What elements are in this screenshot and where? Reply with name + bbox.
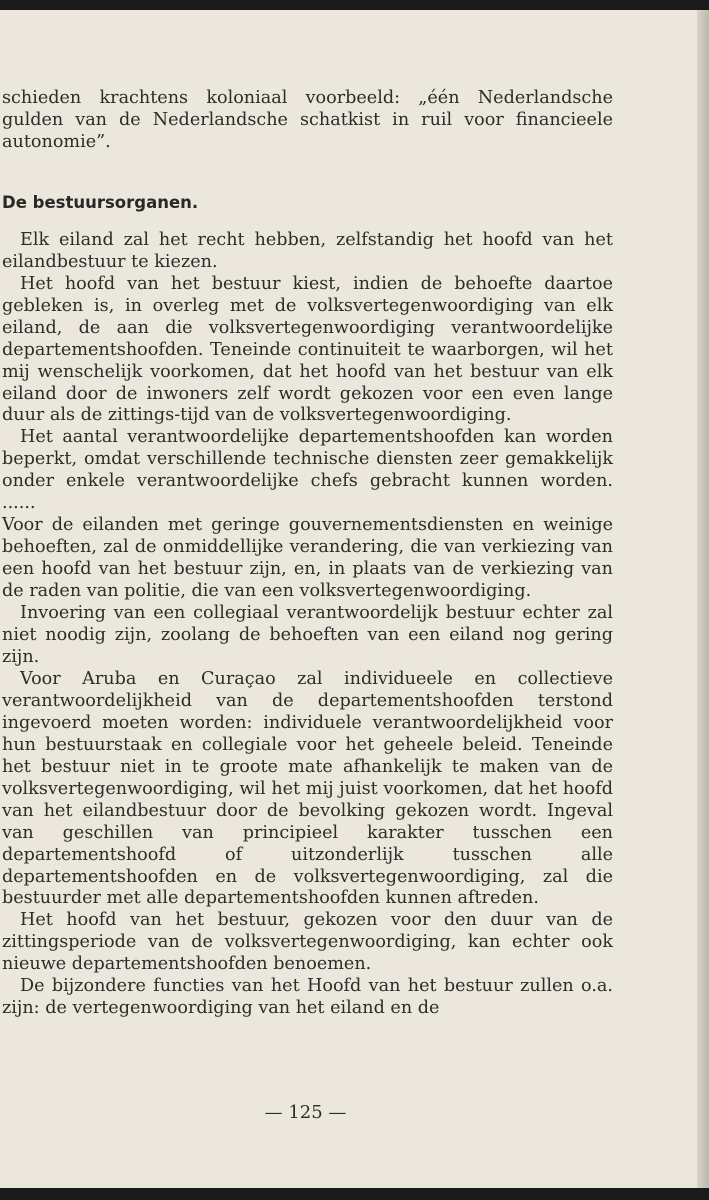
book-page (0, 10, 697, 1188)
paragraph: Het aantal verantwoordelijke departementshoofden kan worden beperkt, omdat verschillende technische diensten zeer gemakkelijk onder enkele verantwoordelijke chefs gebracht kunnen worden. ...... (2, 427, 613, 514)
section-heading: De bestuursorganen. (2, 192, 199, 212)
paragraph: Het hoofd van het bestuur, gekozen voor den duur van de zittingsperiode van de volksvertegenwoordiging, kan echter ook nieuwe departementshoofden benoemen. (2, 910, 613, 975)
spacer (2, 214, 613, 230)
opening-paragraph: schieden krachtens koloniaal voorbeeld: „één Nederlandsche gulden van de Nederlandsche schatkist in ruil voor financieele autonomie”. (2, 88, 613, 152)
paragraph: De bijzondere functies van het Hoofd van het bestuur zullen o.a. zijn: de vertegenwoordiging van het eiland en de (2, 976, 613, 1019)
page-edge (697, 10, 709, 1188)
paragraph: Voor de eilanden met geringe gouvernementsdiensten en weinige behoeften, zal de onmiddellijke verandering, die van verkiezing van een hoofd van het bestuur zijn, en, in plaats van de verkiezing van de raden van politie, die van een volksvertegenwoordiging. (2, 515, 613, 602)
page-text (2, 88, 613, 1020)
page-number: — 125 — (264, 1102, 347, 1123)
paragraph: Het hoofd van het bestuur kiest, indien de behoefte daartoe gebleken is, in overleg met de volksvertegenwoordiging van elk eiland, de aan die volksvertegenwoordiging verantwoordelijke departementshoofden. Teneinde continuiteit te waarborgen, wil het mij wenschelijk voorkomen, dat het hoofd van het bestuur van elk eiland door de inwoners zelf wordt gekozen voor een even lange duur als de zittings-tijd van de volksvertegenwoordiging. (2, 273, 613, 426)
paragraph: Invoering van een collegiaal verantwoordelijk bestuur echter zal niet noodig zijn, zoolang de behoeften van een eiland nog gering zijn. (2, 603, 613, 667)
paragraph: Voor Aruba en Curaçao zal individueele en collectieve verantwoordelijkheid van de departementshoofden terstond ingevoerd moeten worden: individuele verantwoordelijkheid voor hun bestuurstaak en collegiale voor het geheele beleid. Teneinde het bestuur niet in te groote mate afhankelijk te maken van de volksvertegenwoordiging, wil het mij juist voorkomen, dat het hoofd van het eilandbestuur door de bevolking gekozen wordt. Ingeval van geschillen van principieel karakter tusschen een departementshoofd of uitzonderlijk tusschen alle departementshoofden en de volksvertegenwoordiging, zal die bestuurder met alle departementshoofden kunnen aftreden. (2, 668, 613, 909)
spacer (2, 154, 613, 192)
paragraph: Elk eiland zal het recht hebben, zelfstandig het hoofd van het eilandbestuur te kiezen. (2, 229, 613, 272)
